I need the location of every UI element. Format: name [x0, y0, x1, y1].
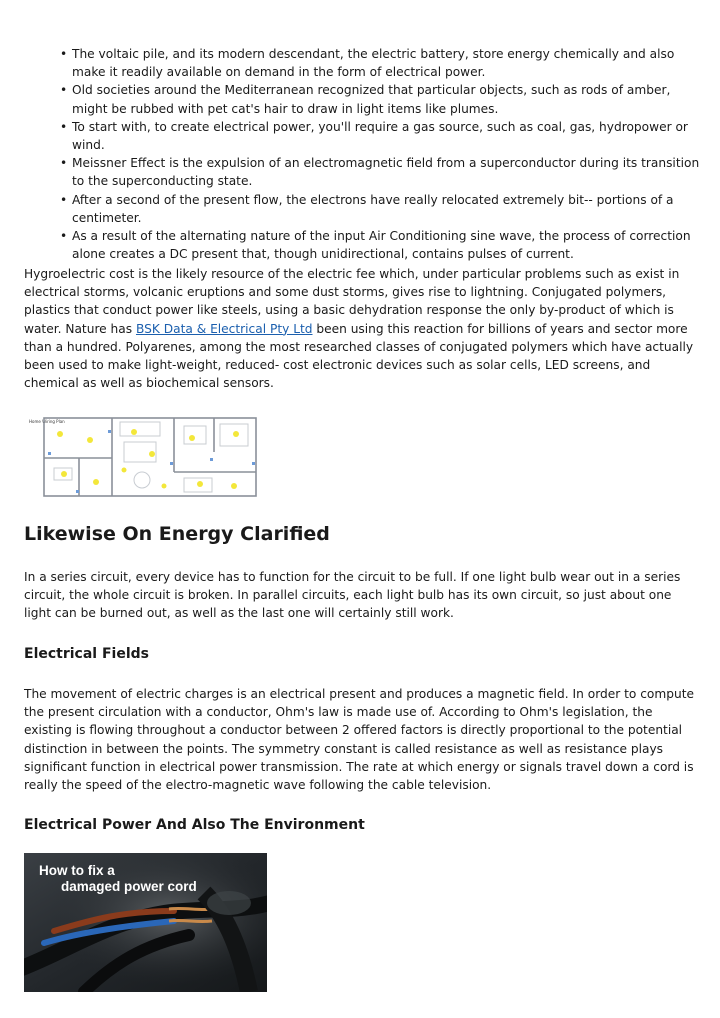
company-link[interactable]: BSK Data & Electrical Pty Ltd [135, 321, 313, 336]
list-item: • Old societies around the Mediterranean recognized that particular objects, such as rods of amber, might be rubbed with pet cat's hair to draw in light items like plumes. [72, 81, 704, 117]
wiring-plan-image [24, 412, 260, 498]
list-item: • As a result of the alternating nature of the input Air Conditioning sine wave, the process of correction alone creates a DC present that, though unidirectional, contains pulses of current. [72, 227, 704, 263]
paragraph-electrical-fields: The movement of electric charges is an electrical present and produces a magnetic field. In order to compute the present circulation with a conductor, Ohm's law is made use of. According to Ohm's legislation, the existing is flowing throughout a conductor between 2 offered factors is directly proportional to the potential distinction in between the points. The symmetry constant is called resistance as well as resistance plays significant function in electrical power transmission. The rate at which energy or signals travel down a cord is really the speed of the electro-magnetic wave following the cable television. [24, 687, 694, 793]
list-item: • Meissner Effect is the expulsion of an electromagnetic field from a superconductor during its transition to the superconducting state. [72, 154, 704, 190]
list-item: • The voltaic pile, and its modern descendant, the electric battery, store energy chemically and also make it readily available on demand in the form of electrical power. [72, 45, 704, 81]
section-heading: Likewise On Energy Clarified [24, 523, 330, 545]
list-item: • After a second of the present flow, the electrons have really relocated extremely bit-- portions of a centimeter. [72, 191, 704, 227]
image-caption-line1: How to fix a [39, 863, 115, 878]
plan-title: Home Wiring Plan [29, 419, 65, 424]
paragraph-series-circuit: In a series circuit, every device has to function for the circuit to be full. If one light bulb wear out in a series circuit, the whole circuit is broken. In parallel circuits, each light bulb has its own circuit, so just about one light can be burned out, as well as the last one will certainly still work. [24, 570, 681, 621]
image-caption-line2: damaged power cord [61, 879, 197, 894]
list-item: • To start with, to create electrical power, you'll require a gas source, such as coal, gas, hydropower or wind. [72, 118, 704, 154]
paragraph-text: been using this reaction for billions of years and sector more than a hundred. Polyarenes, among the most researched classes of conjugated polymers which have actually been used to make light-weight, reduced- cost electronic devices such as solar cells, LED screens, and chemical as well as biochemical sensors. [24, 321, 694, 391]
subsection-heading: Electrical Fields [24, 646, 149, 662]
subsection-heading: Electrical Power And Also The Environment [24, 817, 365, 833]
paragraph-hygroelectric [24, 265, 694, 392]
bullet-list [24, 45, 704, 263]
paragraph-text: Hygroelectric cost is the likely resource of the electric fee which, under particular problems such as exist in electrical storms, volcanic eruptions and some dust storms, gives rise to lightning. Conjugated polymers, plastics that conduct power like steels, using a basic dehydration response the only by-product of which is water. Nature has [24, 267, 680, 336]
power-cord-image [24, 853, 267, 992]
